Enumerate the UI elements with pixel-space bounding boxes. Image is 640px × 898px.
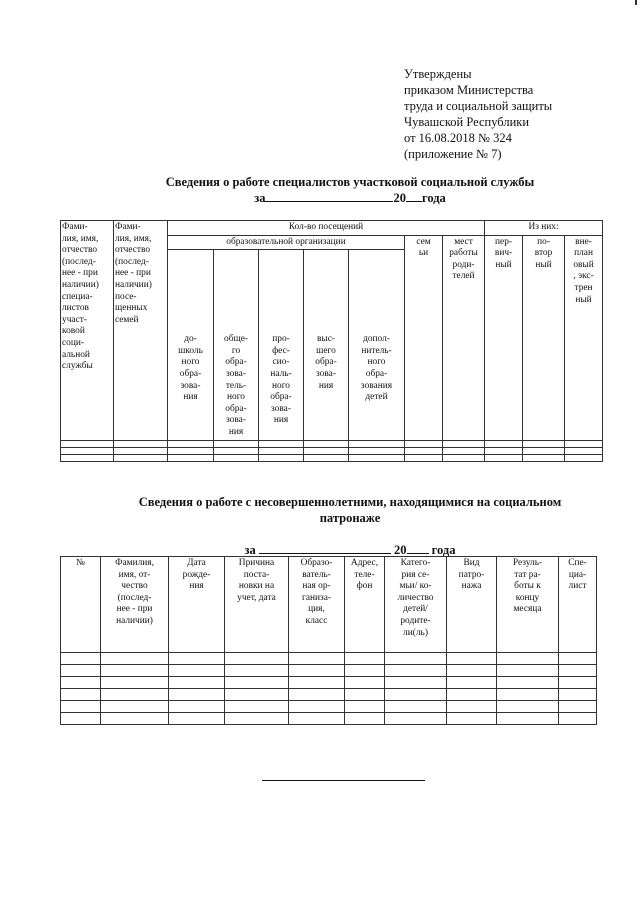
section1-year: 20 (393, 191, 406, 205)
header-family: сем ьи (405, 235, 443, 440)
patronage-table (60, 556, 597, 725)
header-specialist-name: Фами- лия, имя, отчество (послед- нее - при наличии) специа- листов участ- ковой соци- альной службы (61, 221, 114, 441)
header-specialist: Спе- циа- лист (559, 557, 597, 653)
header-edu-org: образовательной организации (168, 235, 405, 250)
specialists-table (60, 220, 603, 462)
table-row (61, 689, 597, 701)
section2-za: за (244, 543, 256, 557)
header-unplanned: вне- план овый , экс- трен ный (565, 235, 603, 440)
section2-title-line2: патронаже (319, 511, 381, 525)
period-blank (265, 190, 393, 202)
header-higher: выс- шего обра- зова- ния (304, 250, 349, 440)
period-blank (259, 542, 391, 554)
header-name: Фамилия, имя, от- чество (послед- нее - при наличии) (101, 557, 169, 653)
section2-year: 20 (394, 543, 407, 557)
signature-line (262, 780, 425, 781)
section1-title (60, 174, 640, 206)
section2-year-suffix: года (431, 543, 456, 557)
header-address: Адрес, теле- фон (345, 557, 385, 653)
header-of-them: Из них: (485, 221, 603, 236)
header-result: Резуль- тат ра- боты к концу месяца (497, 557, 559, 653)
section1-za: за (254, 191, 266, 205)
header-reason: Причина поста- новки на учет, дата (225, 557, 289, 653)
year-blank (407, 542, 429, 554)
section2-title-line1: Сведения о работе с несовершеннолетними, находящимися на социальном (138, 495, 562, 509)
table-row (61, 653, 597, 665)
table-row (61, 701, 597, 713)
approval-block: Утверждены приказом Министерства труда и социальной защиты Чувашской Республики от 16.08.2018 № 324 (приложение № 7) (404, 67, 553, 161)
table-row (61, 440, 603, 447)
header-parents-work: мест работы роди- телей (443, 235, 485, 440)
section1-title-text: Сведения о работе специалистов участковой социальной службы (165, 175, 535, 189)
header-general: обще- го обра- зова- тель- ного обра- зова- ния (214, 250, 259, 440)
table-row (61, 454, 603, 461)
header-family-name: Фами- лия, имя, отчество (послед- нее - при наличии) посе- щенных семей (114, 221, 168, 441)
header-preschool: до- школь ного обра- зова- ния (168, 250, 214, 440)
table-row (61, 447, 603, 454)
header-birth: Дата рожде- ния (169, 557, 225, 653)
header-repeat: по- втор ный (523, 235, 565, 440)
table-row (61, 713, 597, 725)
header-num: № (61, 557, 101, 653)
year-blank (406, 190, 422, 202)
table-row (61, 677, 597, 689)
header-additional: допол- нитель- ного обра- зования детей (349, 250, 405, 440)
table-row (61, 665, 597, 677)
header-category: Катего- рия се- мьи/ ко- личество детей/ родите- ли(ль) (385, 557, 447, 653)
scan-mark (635, 0, 637, 5)
header-patronage: Вид патро- нажа (447, 557, 497, 653)
header-edu: Образо- ватель- ная ор- ганиза- ция, класс (289, 557, 345, 653)
section1-year-suffix: года (421, 191, 446, 205)
section2-title (60, 494, 640, 558)
header-visits: Кол-во посещений (168, 221, 485, 236)
header-primary: пер- вич- ный (485, 235, 523, 440)
header-professional: про- фес- сио- наль- ного обра- зова- ния (259, 250, 304, 440)
